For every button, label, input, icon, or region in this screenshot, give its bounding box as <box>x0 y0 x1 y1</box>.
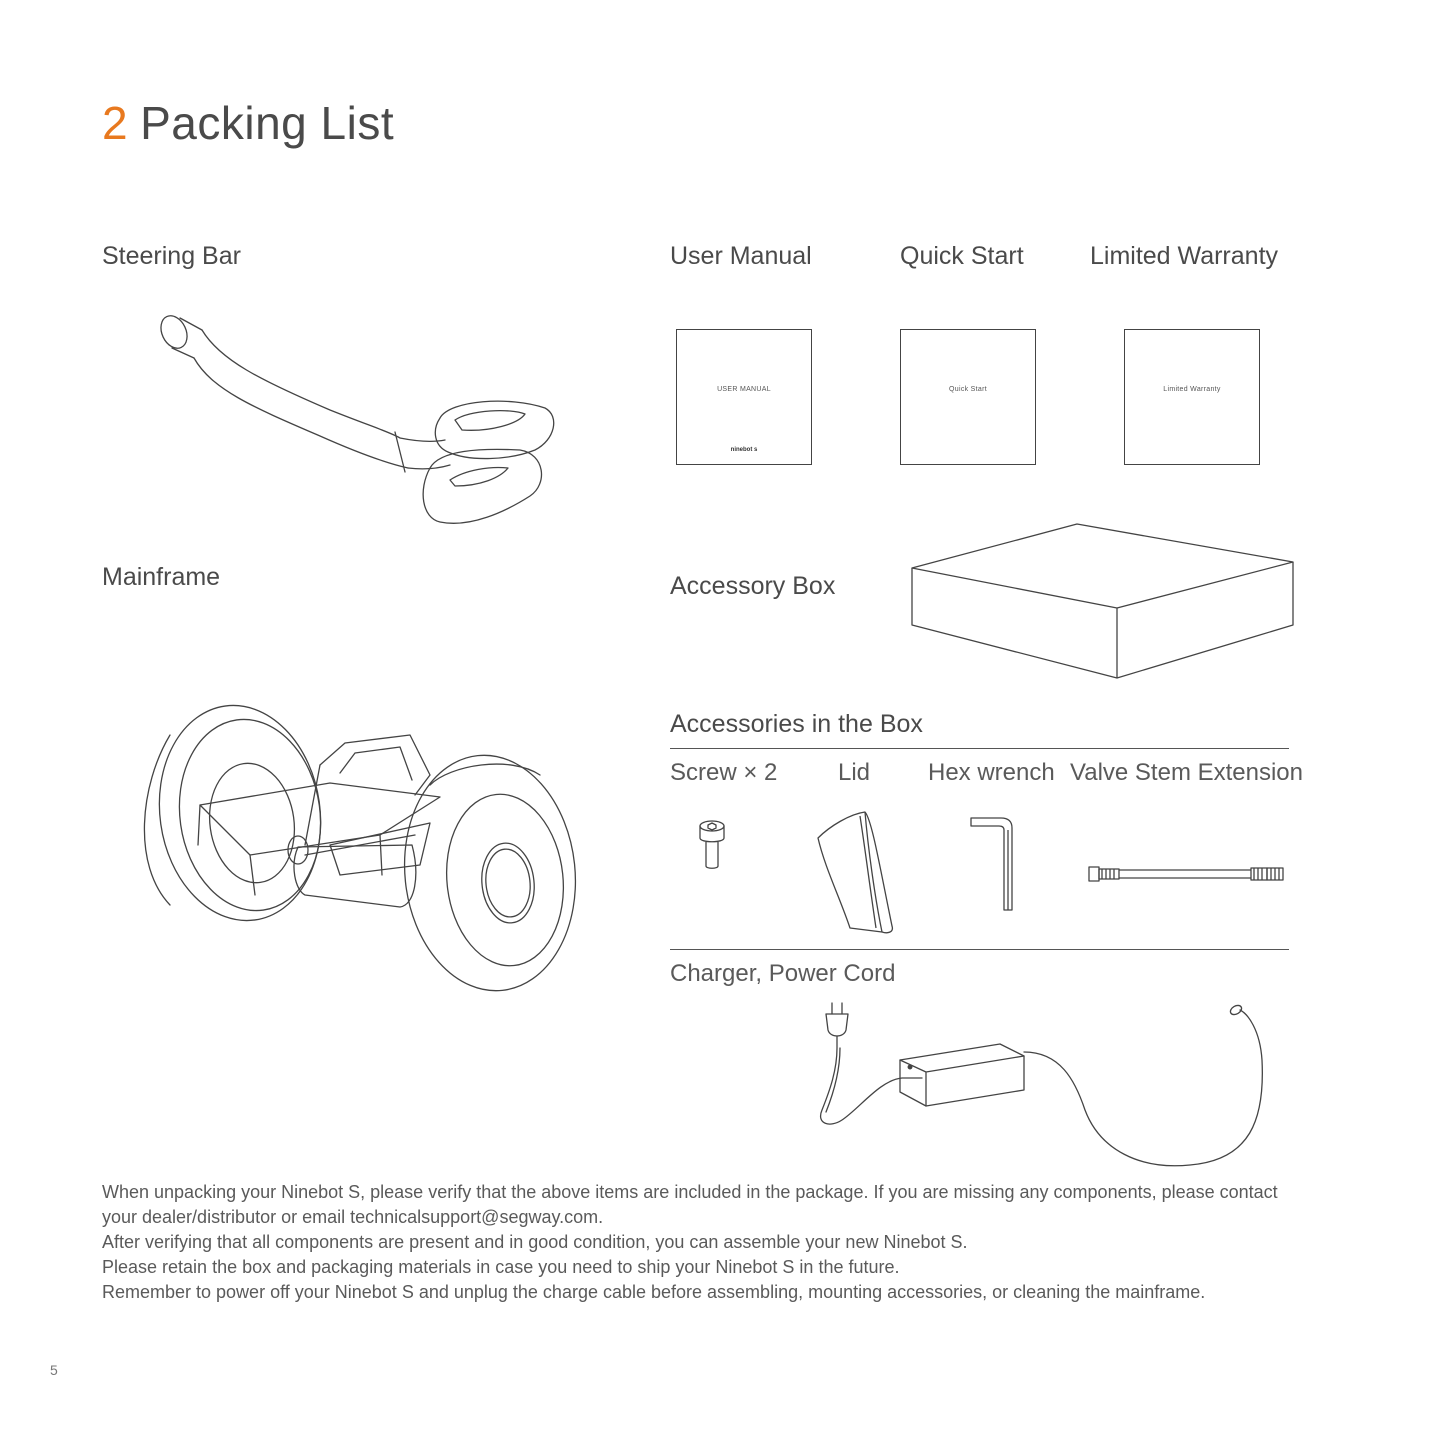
note-paragraph: After verifying that all components are present and in good condition, you can assemble your new Ninebot S. <box>102 1232 968 1252</box>
mainframe-label: Mainframe <box>102 563 221 591</box>
section-title: Packing List <box>140 97 395 149</box>
packing-notes <box>102 1180 1302 1305</box>
valve-stem-illustration <box>1085 860 1290 888</box>
hex-wrench-illustration <box>965 812 1020 917</box>
accessories-bottom-divider <box>670 949 1289 950</box>
note-paragraph: When unpacking your Ninebot S, please verify that the above items are included in the package. If you are missing any components, please contact your dealer/distributor or email technicalsupport@segway.com. <box>102 1182 1278 1227</box>
quick-start-label: Quick Start <box>900 242 1024 270</box>
hex-wrench-label: Hex wrench <box>928 759 1055 786</box>
user-manual-booklet <box>676 329 812 465</box>
user-manual-cover-text: USER MANUAL <box>717 386 771 393</box>
note-paragraph: Remember to power off your Ninebot S and unplug the charge cable before assembling, mounting accessories, or cleaning the mainframe. <box>102 1282 1206 1302</box>
limited-warranty-booklet <box>1124 329 1260 465</box>
accessories-top-divider <box>670 748 1289 749</box>
accessory-box-label: Accessory Box <box>670 572 836 600</box>
note-paragraph: Please retain the box and packaging materials in case you need to ship your Ninebot S in the future. <box>102 1257 900 1277</box>
section-number: 2 <box>102 97 129 149</box>
page-number: 5 <box>50 1362 58 1378</box>
accessories-in-box-label: Accessories in the Box <box>670 710 923 738</box>
screw-label: Screw × 2 <box>670 759 778 786</box>
user-manual-brand-text: ninebot s <box>730 447 758 453</box>
page-title <box>102 96 394 150</box>
accessory-box-illustration <box>905 520 1300 685</box>
charger-label: Charger, Power Cord <box>670 960 896 987</box>
steering-bar-illustration <box>150 300 570 540</box>
user-manual-label: User Manual <box>670 242 812 270</box>
quick-start-cover-text: Quick Start <box>949 386 987 393</box>
quick-start-booklet <box>900 329 1036 465</box>
warranty-cover-text: Limited Warranty <box>1163 386 1221 393</box>
lid-illustration <box>810 808 900 936</box>
limited-warranty-label: Limited Warranty <box>1090 242 1279 270</box>
charger-illustration <box>810 1000 1270 1175</box>
screw-illustration <box>695 818 731 870</box>
lid-label: Lid <box>838 759 871 786</box>
mainframe-illustration <box>130 695 580 995</box>
steering-bar-label: Steering Bar <box>102 242 241 270</box>
valve-stem-label: Valve Stem Extension <box>1070 759 1304 786</box>
